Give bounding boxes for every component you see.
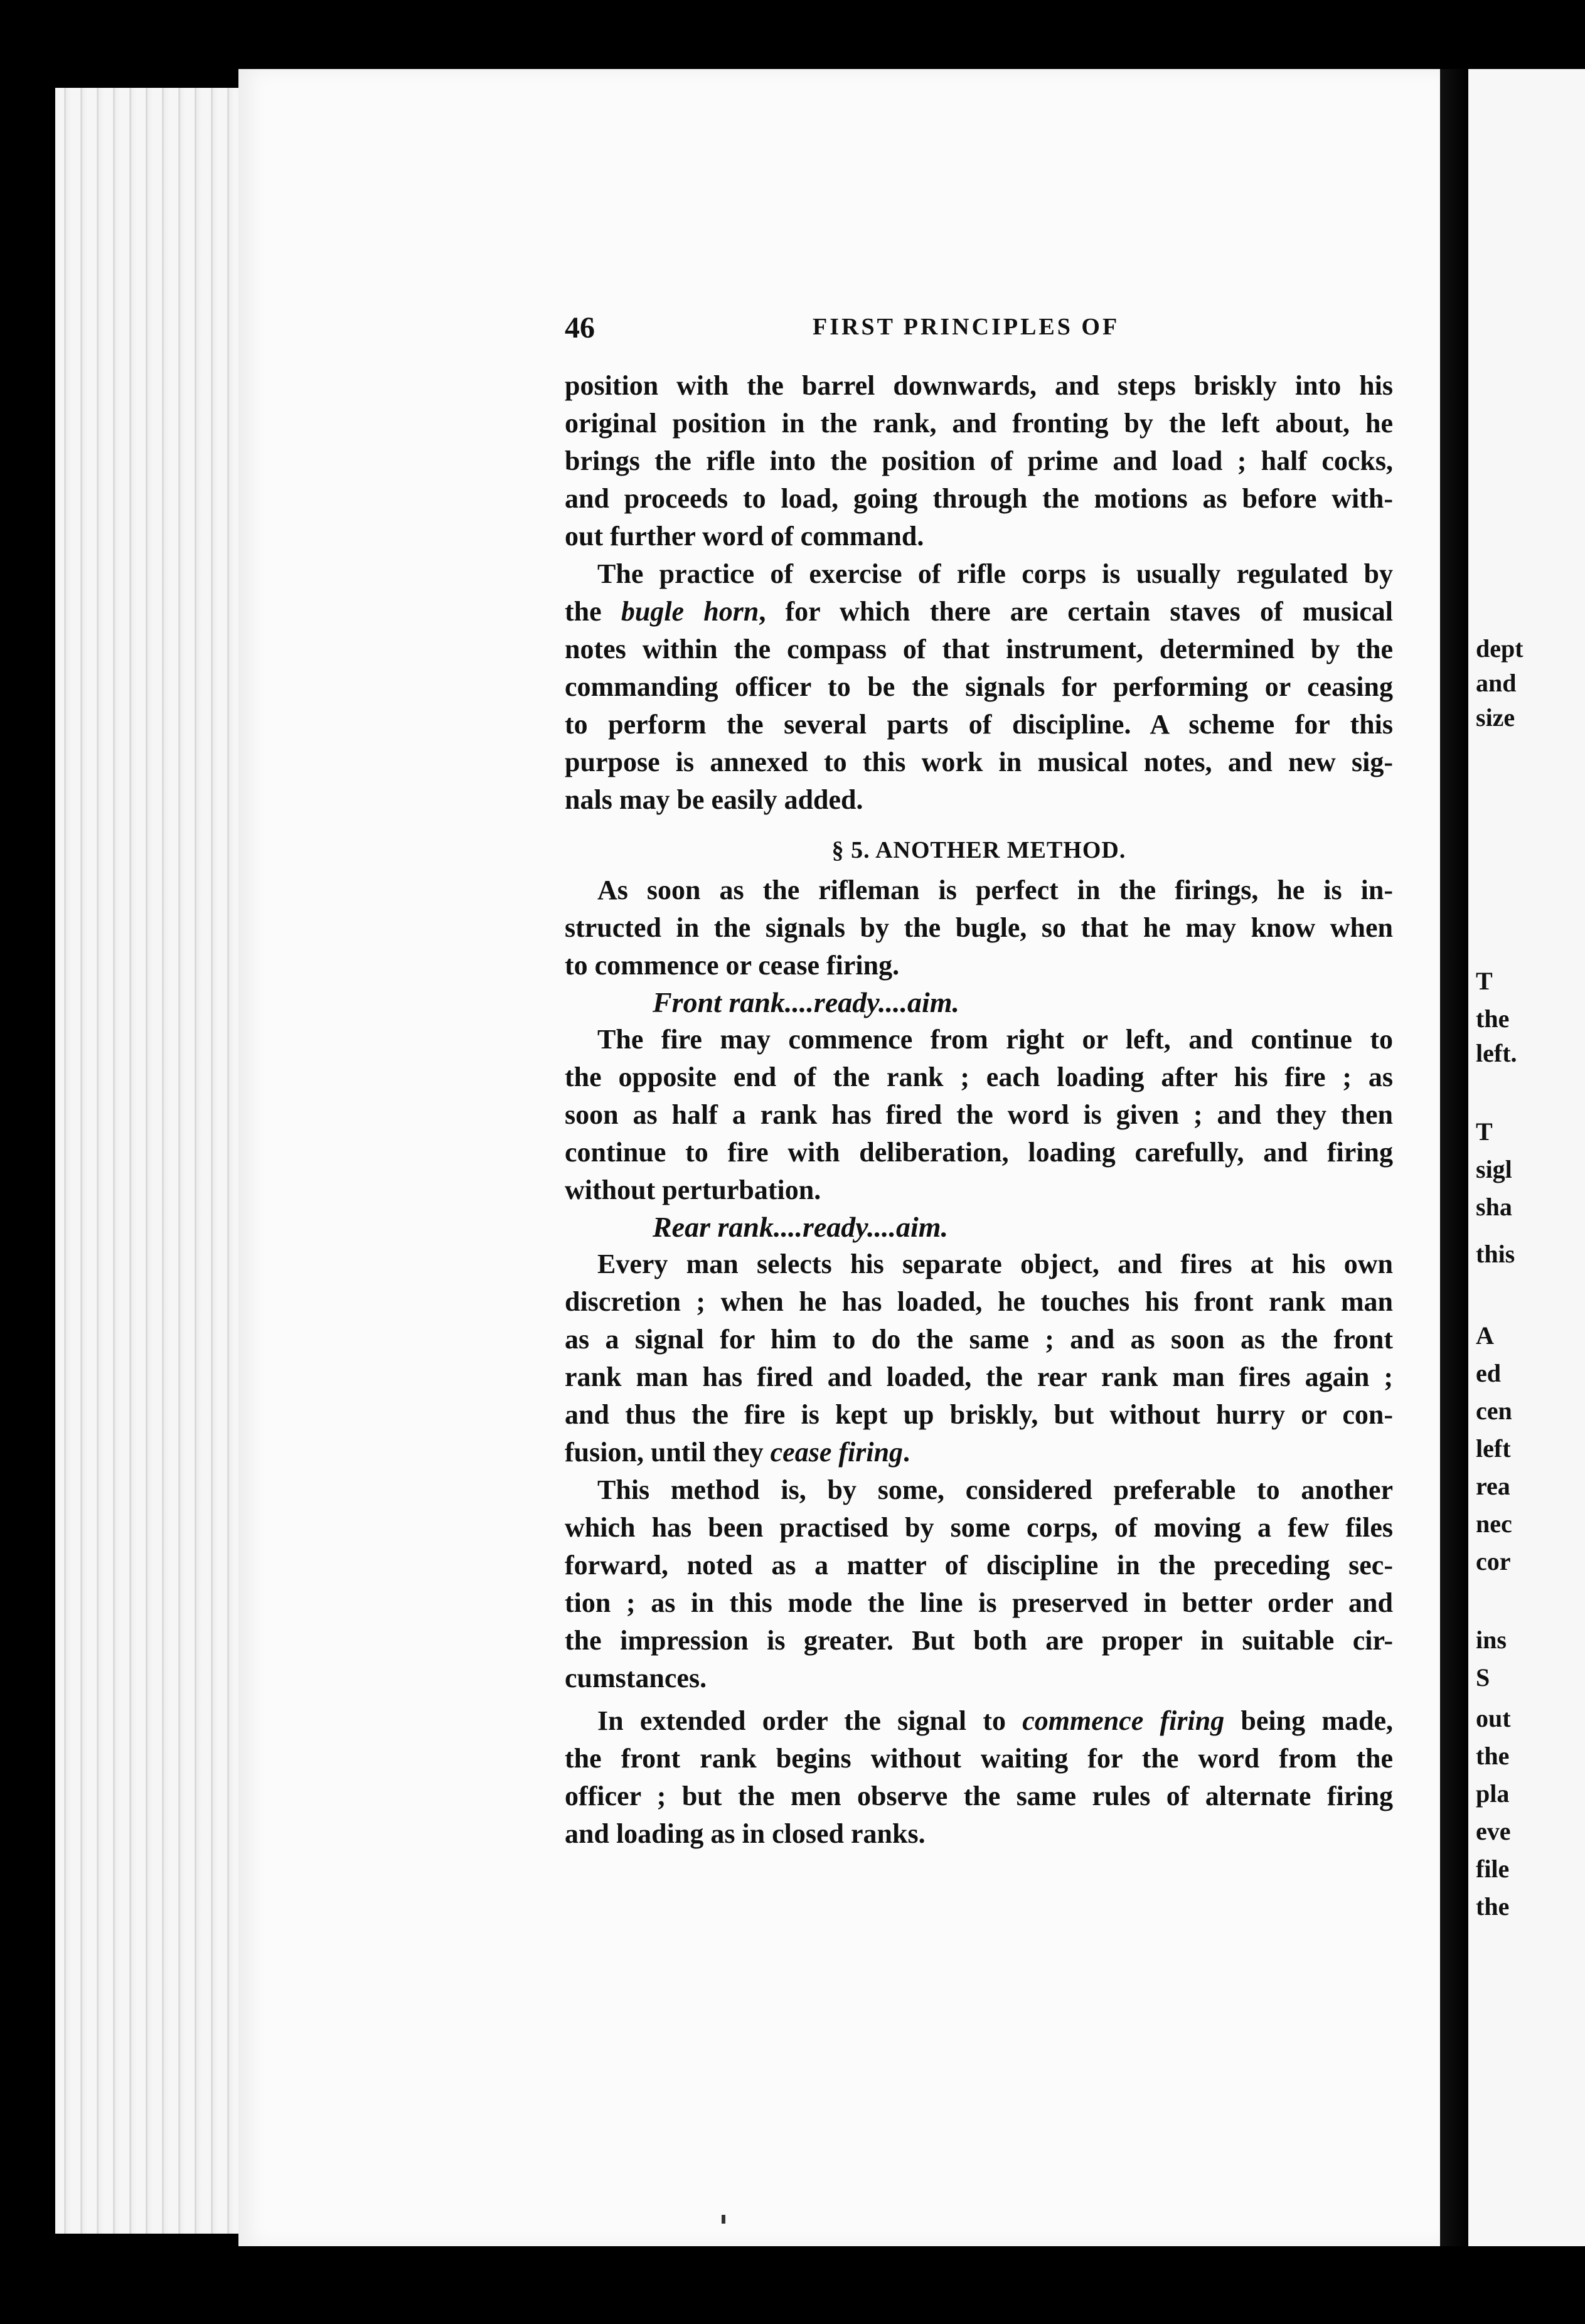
text-line: and proceeds to load, going through the motions as before with- [565,483,1393,514]
text-line: notes within the compass of that instrument, determined by the [565,634,1393,664]
text-line: As soon as the rifleman is perfect in the firings, he is in- [597,875,1393,905]
facing-page-word: sha [1476,1193,1512,1221]
text-line: soon as half a rank has fired the word is given ; and they then [565,1099,1393,1130]
text-line: forward, noted as a matter of discipline in the preceding sec- [565,1550,1393,1580]
page-number: 46 [565,311,595,344]
facing-page-word: and [1476,669,1517,697]
page-text [565,367,1393,1853]
paragraph-7 [565,1702,1393,1853]
text-line: without perturbation. [565,1175,821,1205]
text-segment: fusion, until they [565,1437,771,1468]
text-line: The practice of exercise of rifle corps is usually regulated by [597,558,1393,589]
facing-page-word: cen [1476,1397,1512,1425]
facing-page-word: left [1476,1434,1511,1463]
paragraph-3 [565,872,1393,984]
facing-page-word: out [1476,1704,1511,1732]
facing-page-word: nec [1476,1510,1512,1538]
facing-page-word: T [1476,1117,1493,1146]
facing-page-fragment [1468,69,1585,2246]
command-rear-rank: Rear rank....ready....aim. [653,1211,949,1243]
facing-page-word: the [1476,1892,1510,1921]
facing-page-word: S [1476,1663,1490,1692]
facing-page-word: the [1476,1005,1510,1033]
text-line: the front rank begins without waiting for the word from the [565,1743,1393,1774]
text-line: continue to fire with deliberation, loading carefully, and firing [565,1137,1393,1168]
page-edges [55,88,262,2234]
facing-page-word: cor [1476,1547,1511,1575]
facing-page-word: this [1476,1240,1515,1268]
paragraph-2 [565,555,1393,819]
text-line: Every man selects his separate object, and fires at his own [597,1249,1393,1279]
text-line [565,1702,1393,1740]
text-line: officer ; but the men observe the same rules of alternate firing [565,1781,1393,1811]
running-head: FIRST PRINCIPLES OF [813,314,1120,340]
facing-page-word: the [1476,1742,1510,1770]
facing-page-word: ins [1476,1626,1507,1654]
text-line: nals may be easily added. [565,784,863,815]
text-line: commanding officer to be the signals for performing or ceasing [565,671,1393,702]
page-header [565,311,1393,342]
text-line: tion ; as in this mode the line is preserved in better order and [565,1587,1393,1618]
section-heading: § 5. ANOTHER METHOD. [831,837,1126,863]
text-segment: the [565,596,621,627]
text-line: the impression is greater. But both are proper in suitable cir- [565,1625,1393,1656]
text-line: and thus the fire is kept up briskly, but without hurry or con- [565,1399,1393,1430]
text-segment: , for which there are certain staves of musical [759,596,1394,627]
text-line: cumstances. [565,1663,707,1693]
facing-page-word: left. [1476,1039,1517,1067]
text-line [565,593,1393,631]
text-line: This method is, by some, considered preferable to another [597,1474,1393,1505]
book-gutter [1440,69,1468,2246]
text-line: to perform the several parts of discipline. A scheme for this [565,709,1393,740]
paragraph-1 [565,367,1393,555]
facing-page-word: file [1476,1855,1510,1883]
facing-page-word: ed [1476,1359,1501,1387]
paragraph-6 [565,1471,1393,1697]
command-front-rank: Front rank....ready....aim. [653,986,960,1018]
text-line: which has been practised by some corps, of moving a few files [565,1512,1393,1543]
text-line: the opposite end of the rank ; each loading after his fire ; as [565,1062,1393,1092]
text-line: purpose is annexed to this work in musical notes, and new sig- [565,747,1393,777]
paragraph-5 [565,1245,1393,1471]
text-line [565,1434,1393,1471]
text-line: discretion ; when he has loaded, he touches his front rank man [565,1286,1393,1317]
text-line: rank man has fired and loaded, the rear rank man fires again ; [565,1362,1393,1392]
text-line: position with the barrel downwards, and steps briskly into his [565,370,1393,401]
text-line: out further word of command. [565,521,924,552]
text-line: as a signal for him to do the same ; and as soon as the front [565,1324,1393,1355]
text-line: brings the rifle into the position of prime and load ; half cocks, [565,445,1393,476]
text-line: original position in the rank, and fronting by the left about, he [565,408,1393,439]
text-segment: . [903,1437,910,1468]
facing-page-word: T [1476,967,1493,995]
text-segment: In extended order the signal to [597,1705,1023,1736]
italic-term: commence firing [1022,1705,1225,1736]
italic-term: bugle horn [621,596,759,627]
italic-term: cease firing [770,1437,904,1468]
text-segment: being made, [1224,1705,1394,1736]
facing-page-word: eve [1476,1817,1511,1845]
facing-page-word: rea [1476,1472,1510,1500]
facing-page-word: pla [1476,1779,1510,1808]
facing-page-word: A [1476,1321,1494,1350]
facing-page-word: dept [1476,634,1524,663]
text-line: and loading as in closed ranks. [565,1818,926,1849]
facing-page-word: sigl [1476,1155,1512,1183]
ink-mark [722,2215,725,2224]
text-line: structed in the signals by the bugle, so that he may know when [565,912,1393,943]
facing-page-word: size [1476,703,1515,732]
text-line: to commence or cease firing. [565,950,900,981]
paragraph-4 [565,1021,1393,1209]
text-line: The fire may commence from right or left, and continue to [597,1024,1393,1055]
